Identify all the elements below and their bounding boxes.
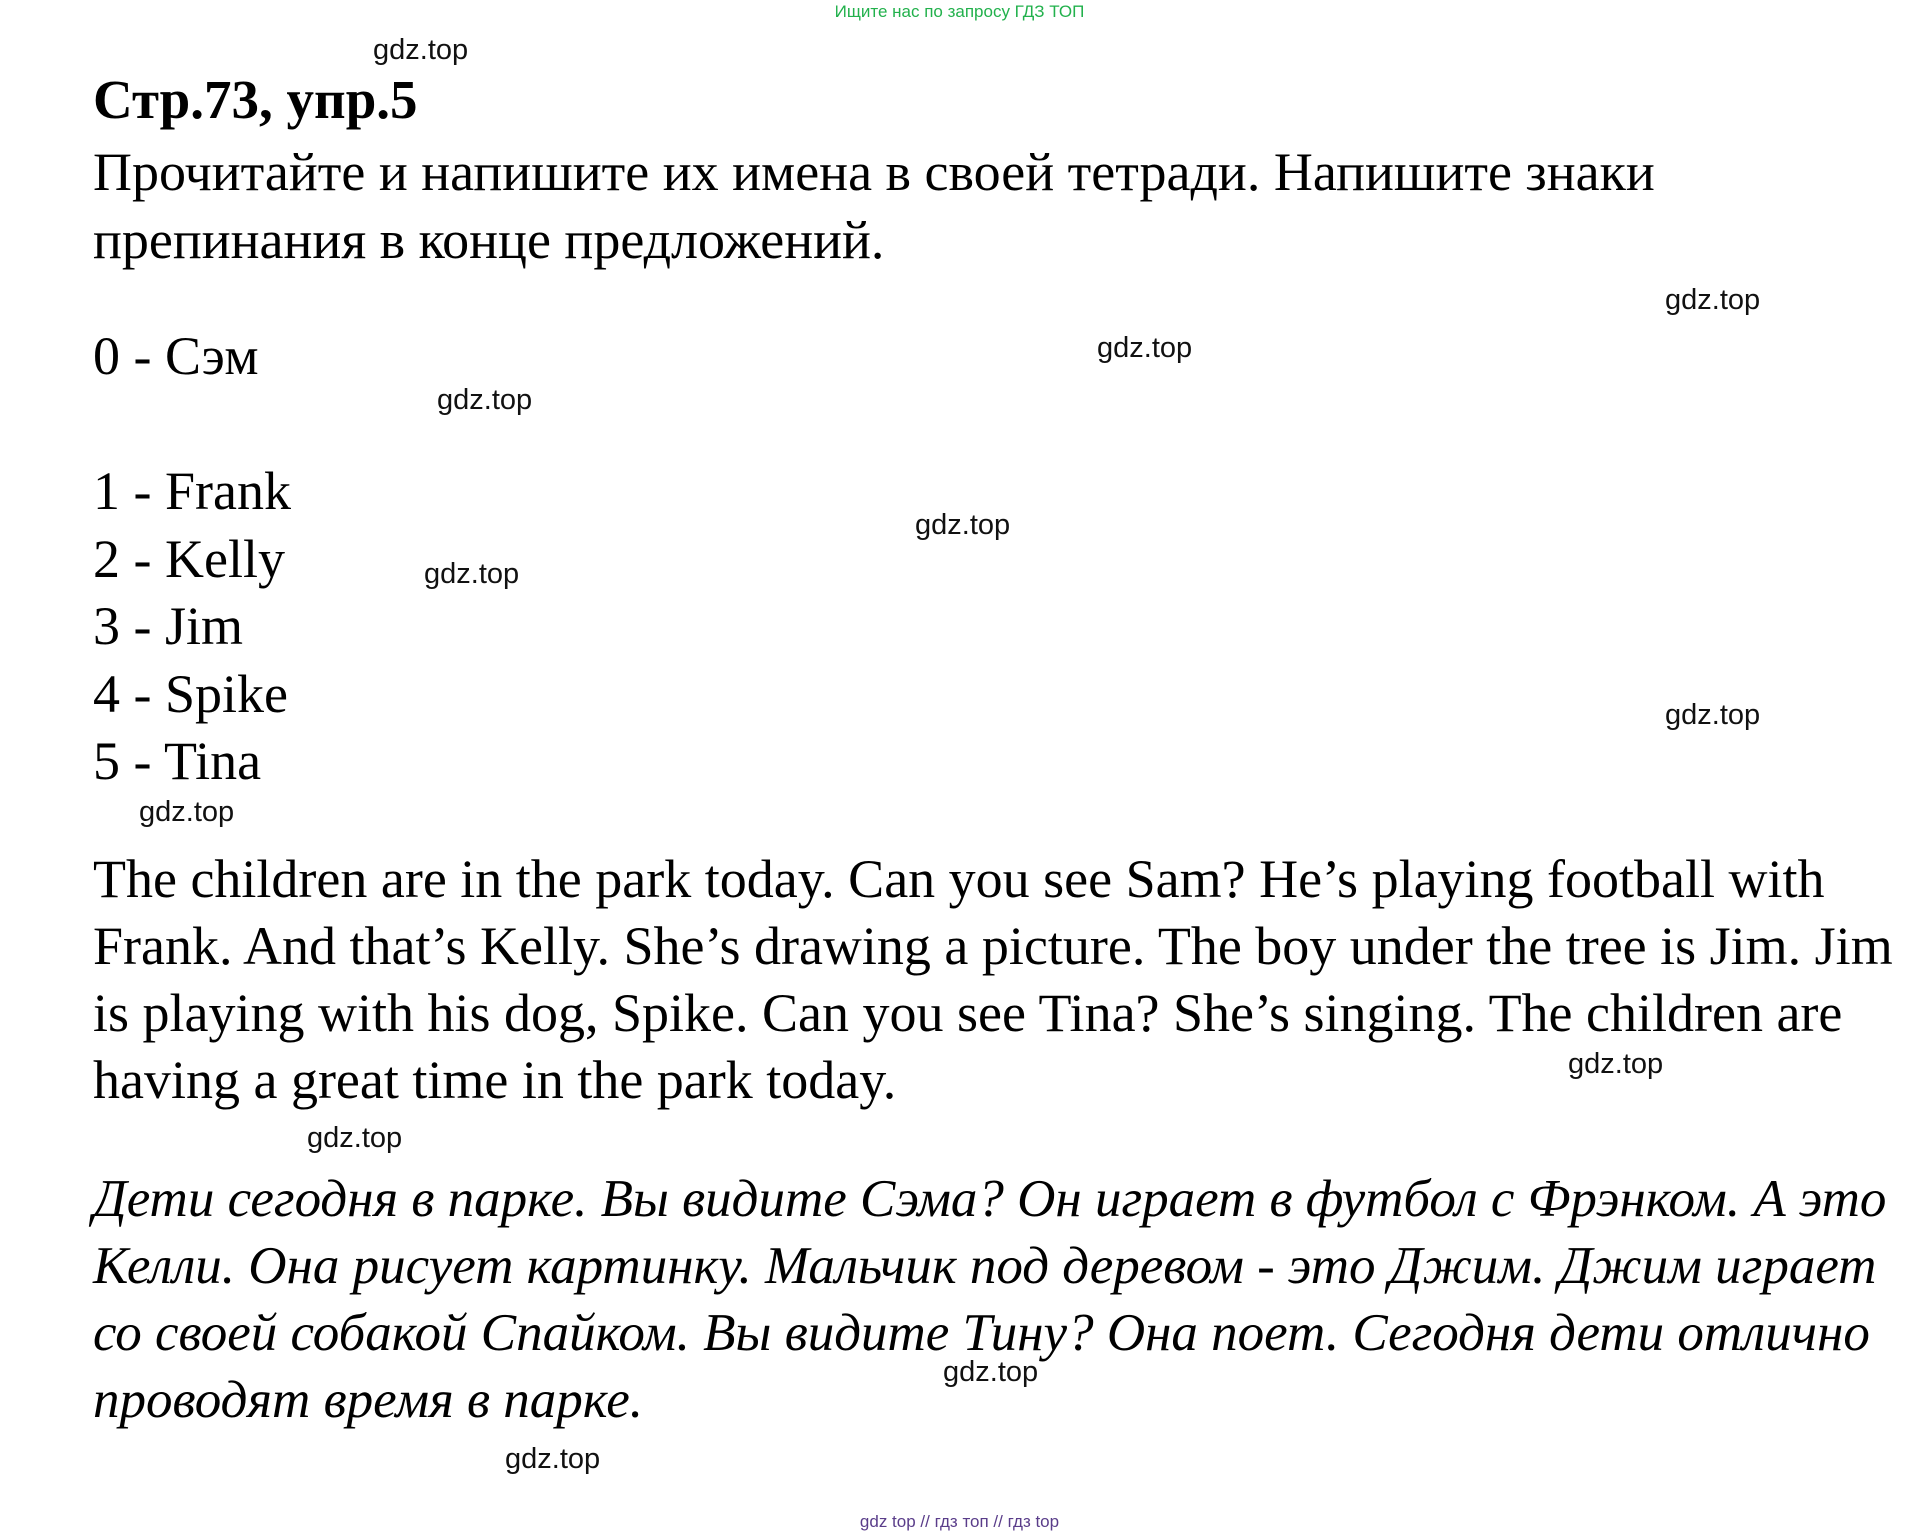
watermark: gdz.top <box>424 558 520 590</box>
watermark: gdz.top <box>1665 699 1761 731</box>
footer-links: gdz top // гдз топ // гдз top <box>859 1512 1060 1531</box>
watermark: gdz.top <box>505 1443 601 1475</box>
name-item-2: 2 - Kelly <box>93 529 285 589</box>
name-item-4: 4 - Spike <box>93 664 288 724</box>
watermark: gdz.top <box>915 509 1011 541</box>
instruction-text: Прочитайте и напишите их имена в своей тетради. Напишите знаки препинания в конце предложений. <box>93 142 1655 270</box>
watermark: gdz.top <box>1568 1048 1664 1080</box>
name-item-5: 5 - Tina <box>93 731 262 791</box>
top-banner: Ищите нас по запросу ГДЗ ТОП <box>834 2 1085 21</box>
name-item-0: 0 - Сэм <box>93 326 259 386</box>
russian-translation: Дети сегодня в парке. Вы видите Сэма? Он играет в футбол с Фрэнком. А это Келли. Она рисует картинку. Мальчик под деревом - это Джим. Джим играет со своей собакой Спайком. Вы видите Тину? Она поет. Сегодня дети отлично проводят время в парке. <box>93 1170 1887 1429</box>
name-item-1: 1 - Frank <box>93 461 291 521</box>
watermark: gdz.top <box>1097 332 1193 364</box>
page-title: Стр.73, упр.5 <box>93 69 418 130</box>
watermark: gdz.top <box>373 34 469 66</box>
english-passage: The children are in the park today. Can you see Sam? He’s playing football with Frank. And that’s Kelly. She’s drawing a picture. The boy under the tree is Jim. Jim is playing with his dog, Spike. Can you see Tina? She’s singing. The children are having a great time in the park today. <box>93 849 1893 1110</box>
watermark: gdz.top <box>1665 284 1761 316</box>
watermark: gdz.top <box>307 1122 403 1154</box>
watermark: gdz.top <box>437 384 533 416</box>
watermark: gdz.top <box>943 1356 1039 1388</box>
name-item-3: 3 - Jim <box>93 596 244 656</box>
watermark: gdz.top <box>139 796 235 828</box>
